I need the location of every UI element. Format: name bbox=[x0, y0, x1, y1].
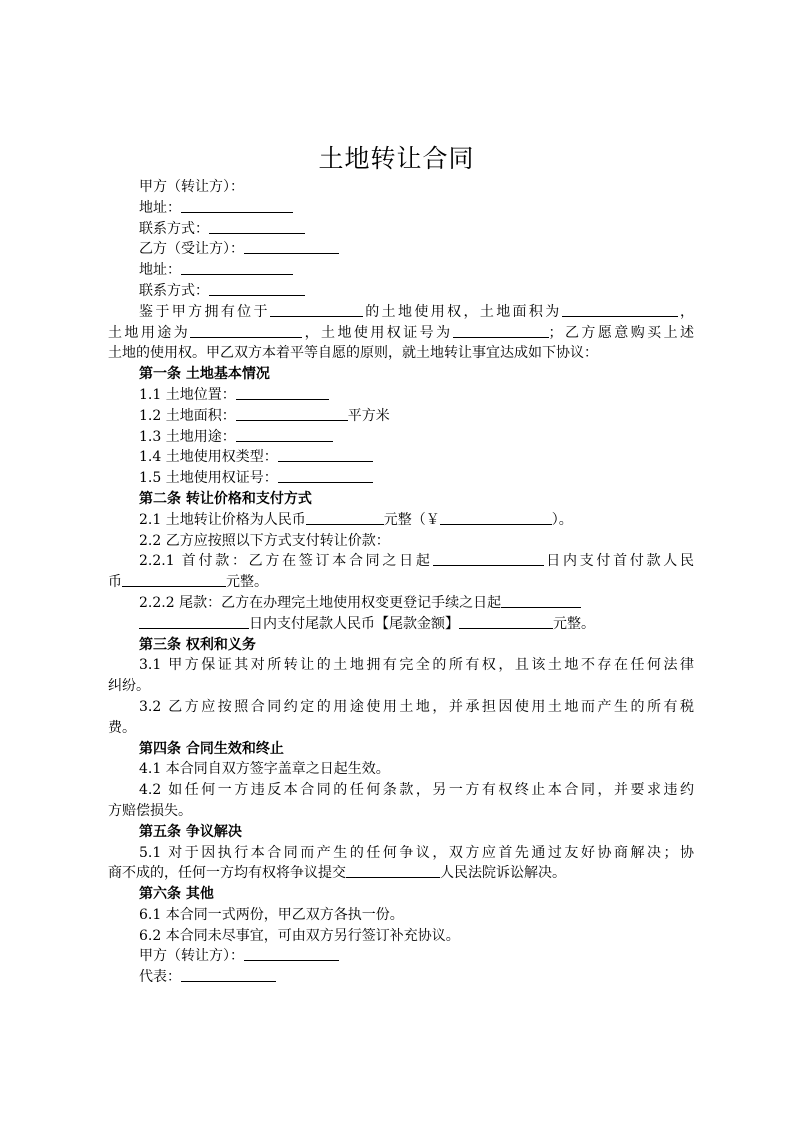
party-b-line bbox=[108, 239, 694, 260]
article-5-item: 5.1 对于因执行本合同而产生的任何争议，双方应首先通过友好协商解决；协 bbox=[139, 844, 694, 861]
party-a-contact-line bbox=[108, 219, 694, 240]
article-1-item bbox=[108, 447, 694, 468]
item-label: 1.3 土地用途： bbox=[139, 428, 236, 445]
clause-text: 日内支付首付款人民 bbox=[543, 553, 694, 570]
article-4-item: 4.1 本合同自双方签字盖章之日起生效。 bbox=[139, 761, 390, 778]
article-4-item-cont: 方赔偿损失。 bbox=[108, 802, 192, 819]
blank-line bbox=[459, 614, 553, 629]
party-b-address-line bbox=[108, 260, 694, 281]
party-a-address-blank bbox=[181, 198, 293, 213]
clause-text: 2.1 土地转让价格为人民币 bbox=[139, 511, 306, 528]
article-6-heading: 第六条 其他 bbox=[139, 886, 214, 903]
blank-line bbox=[236, 385, 329, 400]
intro-text: 土地的使用权。甲乙双方本着平等自愿的原则，就土地转让事宜达成如下协议： bbox=[108, 345, 598, 362]
blank-line bbox=[433, 551, 544, 566]
blank-line bbox=[278, 447, 373, 462]
party-a-line bbox=[108, 177, 694, 198]
intro-text: 的土地使用权，土地面积为 bbox=[362, 303, 562, 320]
intro-text: 鉴于甲方拥有位于 bbox=[139, 303, 270, 320]
article-3-heading: 第三条 权利和义务 bbox=[139, 636, 256, 653]
signature-blank bbox=[244, 946, 339, 961]
intro-text: ，土地使用权证号为 bbox=[302, 324, 453, 341]
article-1-item bbox=[108, 427, 694, 448]
item-label: 1.4 土地使用权类型： bbox=[139, 449, 278, 466]
item-label: 1.5 土地使用权证号： bbox=[139, 470, 278, 487]
intro-text: ， bbox=[677, 303, 695, 320]
item-label: 1.2 土地面积： bbox=[139, 407, 236, 424]
intro-line-2 bbox=[108, 323, 694, 344]
clause-text: 2.2 乙方应按照以下方式支付转让价款： bbox=[139, 532, 390, 549]
blank-line bbox=[122, 572, 226, 587]
article-2-item-cont bbox=[108, 614, 694, 635]
contact-label: 联系方式： bbox=[139, 282, 209, 299]
intro-line-1 bbox=[108, 302, 694, 323]
clause-text: 日内支付尾款人民币【尾款金额】 bbox=[249, 615, 459, 632]
signature-label: 代表： bbox=[139, 969, 181, 986]
article-3-item-cont: 纠纷。 bbox=[108, 678, 150, 695]
party-a-contact-blank bbox=[209, 219, 305, 234]
signature-representative bbox=[108, 967, 694, 988]
article-1-item bbox=[108, 406, 694, 427]
clause-text: 元整（￥ bbox=[383, 511, 440, 528]
party-b-name-blank bbox=[244, 239, 339, 254]
address-label: 地址： bbox=[139, 199, 181, 216]
clause-text: 2.2.1 首付款：乙方在签订本合同之日起 bbox=[139, 553, 433, 570]
article-2-heading: 第二条 转让价格和支付方式 bbox=[139, 490, 312, 507]
party-b-address-blank bbox=[181, 260, 293, 275]
article-5-item-cont bbox=[108, 863, 694, 884]
signature-label: 甲方（转让方）： bbox=[139, 948, 244, 965]
article-3-item: 3.1 甲方保证其对所转让的土地拥有完全的所有权，且该土地不存在任何法律 bbox=[139, 657, 694, 674]
signature-blank bbox=[181, 967, 276, 982]
clause-text: 2.2.2 尾款：乙方在办理完土地使用权变更登记手续之日起 bbox=[139, 594, 502, 611]
clause-text: 币 bbox=[108, 574, 122, 591]
certificate-blank bbox=[453, 323, 549, 338]
party-a-address-line bbox=[108, 198, 694, 219]
blank-line bbox=[139, 614, 249, 629]
document-body bbox=[108, 177, 694, 988]
intro-line-3 bbox=[108, 343, 694, 364]
blank-line bbox=[278, 468, 373, 483]
article-2-item-cont bbox=[108, 572, 694, 593]
intro-text: ；乙方愿意购买上述 bbox=[548, 324, 695, 341]
blank-line bbox=[236, 406, 348, 421]
party-b-label: 乙方（受让方）： bbox=[139, 241, 244, 258]
court-blank bbox=[346, 863, 440, 878]
intro-text: 土地用途为 bbox=[108, 324, 191, 341]
article-1-heading: 第一条 土地基本情况 bbox=[139, 366, 270, 383]
clause-text: 人民法院诉讼解决。 bbox=[440, 865, 566, 882]
clause-text: 元整。 bbox=[553, 615, 595, 632]
article-5-heading: 第五条 争议解决 bbox=[139, 823, 242, 840]
blank-line bbox=[501, 593, 581, 608]
article-3-item-cont: 费。 bbox=[108, 719, 136, 736]
article-3-item: 3.2 乙方应按照合同约定的用途使用土地，并承担因使用土地而产生的所有税 bbox=[139, 698, 694, 715]
article-2-item bbox=[108, 593, 694, 614]
party-a-label: 甲方（转让方）： bbox=[139, 179, 244, 195]
clause-text: 商不成的，任何一方均有权将争议提交 bbox=[108, 865, 346, 882]
article-2-item bbox=[108, 551, 694, 572]
clause-text: 元整。 bbox=[226, 574, 268, 591]
address-label: 地址： bbox=[139, 262, 181, 279]
party-b-contact-line bbox=[108, 281, 694, 302]
item-label: 1.1 土地位置： bbox=[139, 386, 236, 403]
clause-text: ）。 bbox=[551, 511, 573, 528]
blank-line bbox=[236, 427, 333, 442]
location-blank bbox=[270, 302, 363, 317]
blank-line bbox=[440, 510, 552, 525]
blank-line bbox=[306, 510, 384, 525]
unit-label: 平方米 bbox=[347, 407, 390, 424]
document-title: 土地转让合同 bbox=[318, 144, 475, 173]
party-b-contact-blank bbox=[209, 281, 305, 296]
article-6-item: 6.1 本合同一式两份，甲乙双方各执一份。 bbox=[139, 906, 404, 923]
article-2-item bbox=[108, 510, 694, 531]
article-6-item: 6.2 本合同未尽事宜，可由双方另行签订补充协议。 bbox=[139, 927, 460, 944]
use-blank bbox=[190, 323, 302, 338]
article-1-item bbox=[108, 385, 694, 406]
article-1-item bbox=[108, 468, 694, 489]
article-2-item bbox=[108, 531, 694, 552]
area-blank bbox=[562, 302, 678, 317]
contact-label: 联系方式： bbox=[139, 220, 209, 237]
article-4-item: 4.2 如任何一方违反本合同的任何条款，另一方有权终止本合同，并要求违约 bbox=[139, 782, 694, 799]
article-4-heading: 第四条 合同生效和终止 bbox=[139, 740, 284, 757]
signature-party-a bbox=[108, 946, 694, 967]
